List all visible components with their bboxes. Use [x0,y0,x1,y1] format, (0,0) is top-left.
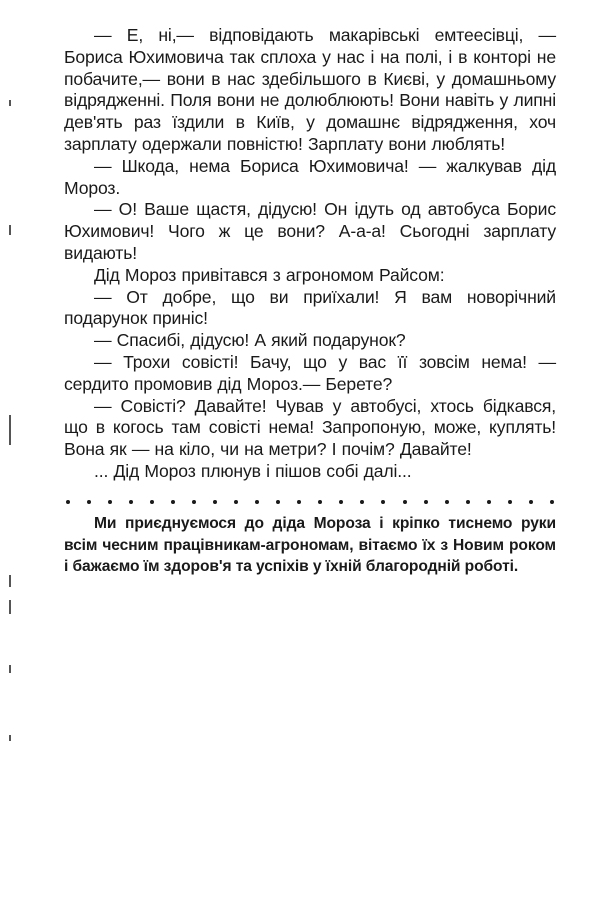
paragraph: ... Дід Мороз плюнув і пішов собі далі... [94,460,412,481]
paragraph: — От добре, що ви приїхали! Я вам новорічний подарунок приніс! [64,286,556,329]
paragraph: — Трохи совісті! Бачу, що у вас її зовсім нема! — сердито промовив дід Мороз.— Берете? [64,351,556,394]
scan-margin-marks [0,0,20,915]
paragraph: Дід Мороз привітався з агрономом Райсом: [94,264,445,285]
section-divider-dots [64,491,556,513]
closing-paragraph: Ми приєднуємося до діда Мороза і кріпко тиснемо руки всім чесним працівникам-агрономам, вітаємо їх з Новим роком і бажаємо їм здоров'я та успіхів у їхній благородній роботі. [64,514,556,576]
paragraph: — Шкода, нема Бориса Юхимовича! — жалкував дід Мороз. [64,155,556,198]
paragraph: — О! Ваше щастя, дідусю! Он ідуть од автобуса Борис Юхимович! Чого ж це вони? А-а-а! Сьогодні зарплату видають! [64,199,556,263]
article-text [64,25,556,578]
paragraph: — Совісті? Давайте! Чував у автобусі, хтось бідкався, що в когось там совісті нема! Запропоную, може, куплять! Вона як — на кіло, чи на метри? І почім? Давайте! [64,395,556,460]
paragraph: — Спасибі, дідусю! А який подарунок? [94,330,406,351]
paragraph: — Е, ні,— відповідають макарівські емтеесівці, — Бориса Юхимовича так сплоха у нас і на полі, і в конторі не побачите,— вони в нас здебільшого в Києві, у домашньому відрядженні. Поля вони не долюблюють! Вони навіть у липні дев'ять раз їздили в Київ, у домашнє відрядження, хоч зарплату одержали повністю! Зарплату вони люблять! [64,25,556,154]
